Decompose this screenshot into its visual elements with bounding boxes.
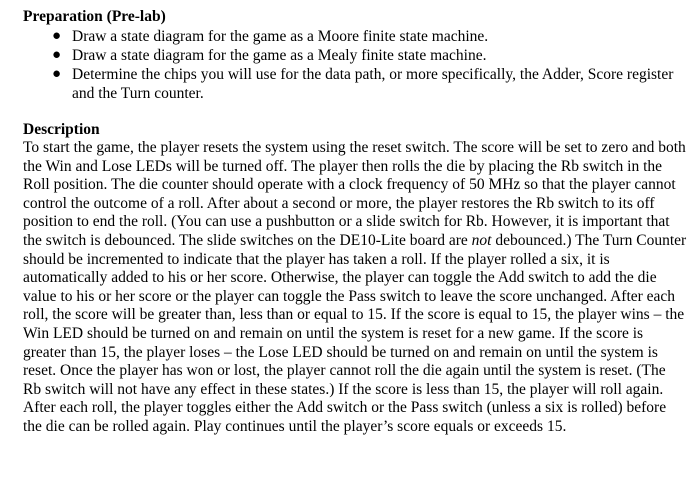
description-paragraph <box>23 139 687 437</box>
prelab-bullet-item <box>23 46 687 65</box>
bullet-dot-icon: ● <box>52 66 62 82</box>
prelab-bullet-text: Draw a state diagram for the game as a Mealy finite state machine. <box>72 47 487 64</box>
description-emphasis: not <box>471 231 492 249</box>
prelab-bullet-item <box>23 27 687 46</box>
document-page <box>23 7 687 437</box>
description-heading: Description <box>23 121 100 138</box>
prelab-bullet-text: Draw a state diagram for the game as a Moore finite state machine. <box>72 28 489 45</box>
description-text-part1: To start the game, the player resets the system using the reset switch. The score will be set to zero and both the Win and Lose LEDs will be turned off. The player then rolls the die by placing the Rb switch in the Roll position. The die counter should operate with a clock frequency of 50 MHz so that the player cannot control the outcome of a roll. After about a second or more, the player restores the Rb switch to its off position to end the roll. (You can use a pushbutton or a slide switch for Rb. However, it is important that the switch is debounced. The slide switches on the DE10-Lite board are <box>23 139 686 249</box>
bullet-dot-icon: ● <box>52 47 62 63</box>
description-text-part2: debounced.) The Turn Counter should be incremented to indicate that the player has taken a roll. If the player rolled a six, it is automatically added to his or her score. Otherwise, the player can toggle the Add switch to add the die value to his or her score or the player can toggle the Pass switch to leave the score unchanged. After each roll, the score will be greater than, less than or equal to 15. If the score is equal to 15, the player wins – the Win LED should be turned on and remain on until the system is reset for a new game. If the score is greater than 15, the player loses – the Lose LED should be turned on and remain on until the system is reset. Once the player has won or lost, the player cannot roll the die again until the system is reset. (The Rb switch will not have any effect in these states.) If the score is less than 15, the player will roll again. After each roll, the player toggles either the Add switch or the Pass switch (unless a six is rolled) before the die can be rolled again. Play continues until the player’s score equals or exceeds 15. <box>23 231 687 435</box>
prelab-heading: Preparation (Pre-lab) <box>23 8 166 25</box>
prelab-bullet-text: Determine the chips you will use for the data path, or more specifically, the Adder, Score register and the Turn counter. <box>72 66 674 102</box>
bullet-dot-icon: ● <box>52 28 62 44</box>
prelab-bullet-item <box>23 65 687 103</box>
prelab-bullet-list <box>23 27 687 103</box>
